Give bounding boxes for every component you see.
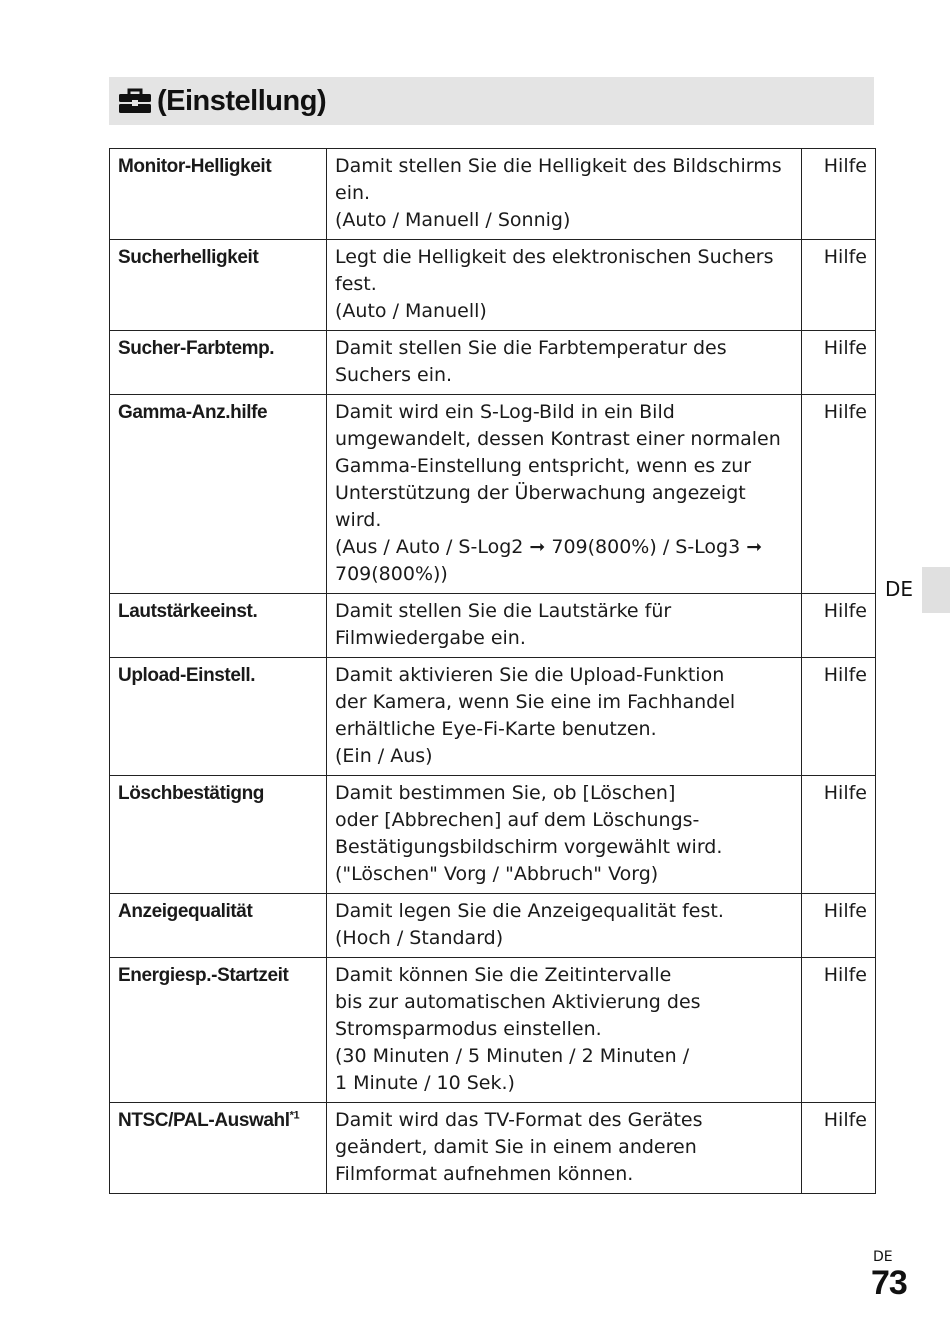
description-line: erhältliche Eye-Fi-Karte benutzen.	[335, 718, 657, 740]
settings-table-body	[110, 149, 876, 1194]
description-line: (Ein / Aus)	[335, 745, 433, 767]
setting-name-cell	[110, 776, 327, 894]
help-reference: Hilfe	[802, 658, 876, 776]
setting-name: Löschbestätigng	[118, 783, 265, 804]
table-row	[110, 776, 876, 894]
description-line: ein.	[335, 182, 371, 204]
table-row	[110, 594, 876, 658]
help-reference: Hilfe	[802, 331, 876, 395]
setting-description	[327, 594, 802, 658]
description-line: geändert, damit Sie in einem anderen	[335, 1136, 697, 1158]
setting-description	[327, 894, 802, 958]
setting-name: Gamma-Anz.hilfe	[118, 402, 268, 423]
description-line: Unterstützung der Überwachung angezeigt	[335, 482, 746, 504]
setting-name: Anzeigequalität	[118, 901, 253, 922]
description-line: (Auto / Manuell)	[335, 300, 487, 322]
setting-description	[327, 395, 802, 594]
setting-name-cell	[110, 958, 327, 1103]
setting-description	[327, 240, 802, 331]
description-line: wird.	[335, 509, 382, 531]
table-row	[110, 658, 876, 776]
section-title: (Einstellung)	[157, 84, 327, 117]
description-line: Damit wird ein S-Log-Bild in ein Bild	[335, 401, 675, 423]
description-line: der Kamera, wenn Sie eine im Fachhandel	[335, 691, 736, 713]
toolbox-icon	[117, 86, 157, 116]
setting-name-cell	[110, 149, 327, 240]
setting-description	[327, 776, 802, 894]
setting-description	[327, 331, 802, 395]
help-reference: Hilfe	[802, 776, 876, 894]
section-header	[109, 77, 874, 125]
description-line: fest.	[335, 273, 377, 295]
setting-name: Upload-Einstell.	[118, 665, 256, 686]
description-line: bis zur automatischen Aktivierung des	[335, 991, 701, 1013]
help-reference: Hilfe	[802, 395, 876, 594]
description-line: Damit bestimmen Sie, ob [Löschen]	[335, 782, 676, 804]
description-line: Damit wird das TV-Format des Gerätes	[335, 1109, 703, 1131]
setting-description	[327, 658, 802, 776]
table-row	[110, 149, 876, 240]
setting-description	[327, 149, 802, 240]
setting-name-cell	[110, 658, 327, 776]
setting-description	[327, 958, 802, 1103]
setting-description	[327, 1103, 802, 1194]
description-line: (Auto / Manuell / Sonnig)	[335, 209, 571, 231]
description-line: (Hoch / Standard)	[335, 927, 504, 949]
table-row	[110, 1103, 876, 1194]
description-line: (30 Minuten / 5 Minuten / 2 Minuten /	[335, 1045, 690, 1067]
help-reference: Hilfe	[802, 240, 876, 331]
description-line: ("Löschen" Vorg / "Abbruch" Vorg)	[335, 863, 659, 885]
setting-name-cell	[110, 331, 327, 395]
description-line: oder [Abbrechen] auf dem Löschungs-	[335, 809, 700, 831]
setting-name: Energiesp.-Startzeit	[118, 965, 289, 986]
page-number: 73	[871, 1264, 907, 1302]
description-line: 709(800%))	[335, 563, 448, 585]
setting-name: Lautstärkeeinst.	[118, 601, 258, 622]
description-line: Legt die Helligkeit des elektronischen Suchers	[335, 246, 774, 268]
description-line: umgewandelt, dessen Kontrast einer normalen	[335, 428, 781, 450]
setting-name: Sucher-Farbtemp.	[118, 338, 275, 359]
help-reference: Hilfe	[802, 894, 876, 958]
settings-table	[109, 148, 876, 1194]
description-line: Filmwiedergabe ein.	[335, 627, 526, 649]
help-reference: Hilfe	[802, 149, 876, 240]
side-language-label: DE	[885, 577, 914, 601]
help-reference: Hilfe	[802, 594, 876, 658]
description-line: Damit stellen Sie die Lautstärke für	[335, 600, 672, 622]
table-row	[110, 894, 876, 958]
side-tab-marker	[922, 567, 950, 613]
setting-name: Sucherhelligkeit	[118, 247, 259, 268]
table-row	[110, 240, 876, 331]
setting-name-cell	[110, 240, 327, 331]
setting-name: Monitor-Helligkeit	[118, 156, 272, 177]
table-row	[110, 395, 876, 594]
setting-name-cell	[110, 894, 327, 958]
help-reference: Hilfe	[802, 1103, 876, 1194]
description-line: Damit aktivieren Sie die Upload-Funktion	[335, 664, 725, 686]
description-line: Damit stellen Sie die Farbtemperatur des	[335, 337, 727, 359]
help-reference: Hilfe	[802, 958, 876, 1103]
footer-language: DE	[873, 1249, 893, 1265]
setting-name-cell	[110, 594, 327, 658]
description-line: Stromsparmodus einstellen.	[335, 1018, 602, 1040]
setting-name-cell	[110, 1103, 327, 1194]
description-line: Filmformat aufnehmen können.	[335, 1163, 634, 1185]
description-line: Damit stellen Sie die Helligkeit des Bildschirms	[335, 155, 782, 177]
setting-name: NTSC/PAL-Auswahl	[118, 1110, 290, 1131]
setting-name-cell	[110, 395, 327, 594]
footnote-marker: *1	[289, 1109, 300, 1122]
table-row	[110, 331, 876, 395]
description-line: Damit können Sie die Zeitintervalle	[335, 964, 672, 986]
description-line: Bestätigungsbildschirm vorgewählt wird.	[335, 836, 723, 858]
table-row	[110, 958, 876, 1103]
description-line: 1 Minute / 10 Sek.)	[335, 1072, 515, 1094]
description-line: Suchers ein.	[335, 364, 453, 386]
description-line: Damit legen Sie die Anzeigequalität fest.	[335, 900, 724, 922]
description-line: Gamma-Einstellung entspricht, wenn es zur	[335, 455, 752, 477]
description-line: (Aus / Auto / S-Log2 ➞ 709(800%) / S-Log3 ➞	[335, 536, 763, 558]
